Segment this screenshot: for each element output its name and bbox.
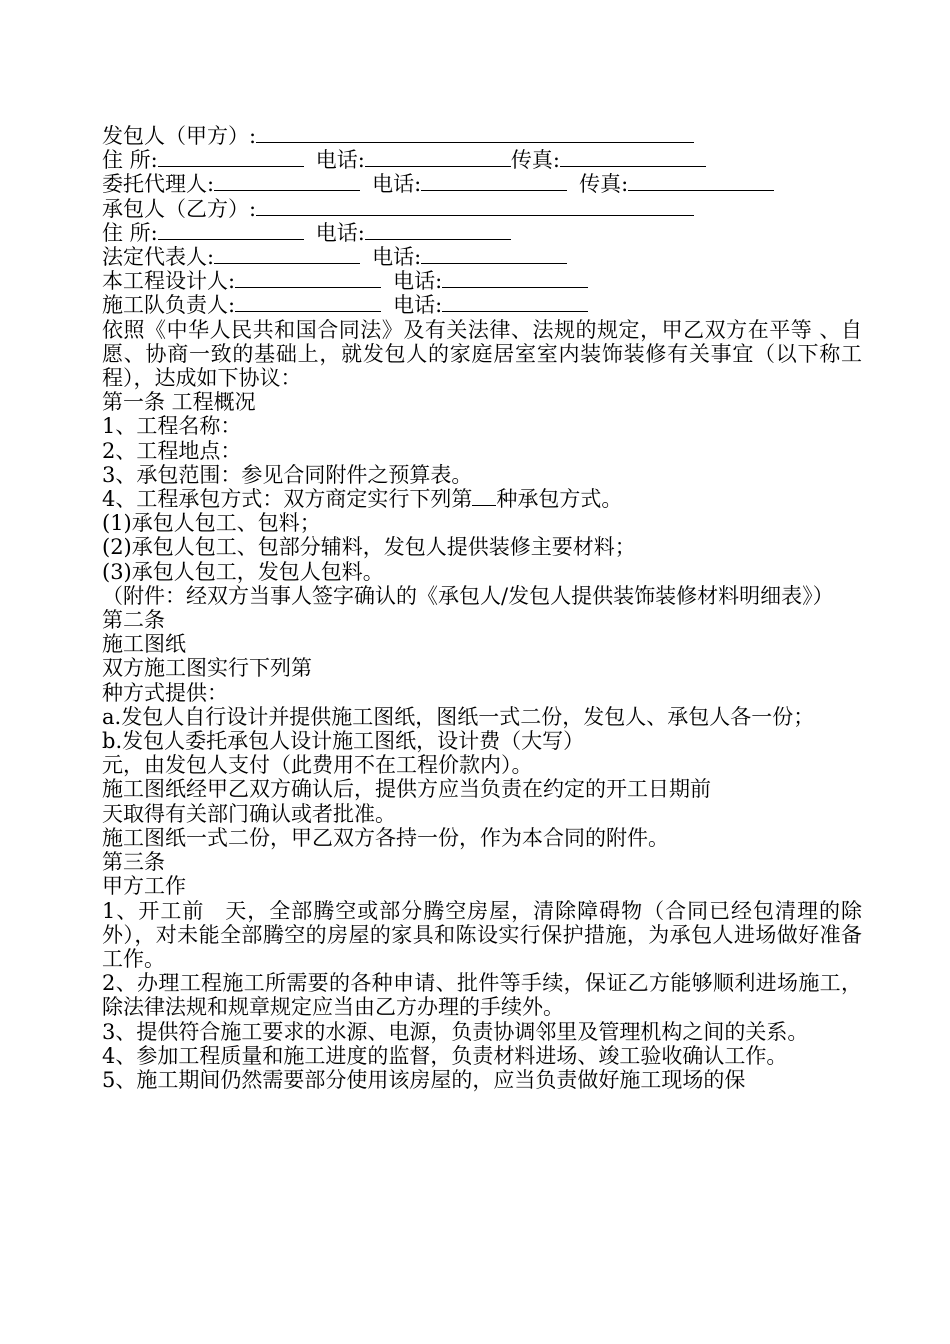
phone-label: 电话: (315, 148, 365, 173)
team-leader-blank[interactable] (235, 294, 381, 312)
phone-blank[interactable] (442, 294, 588, 312)
method-blank[interactable] (472, 488, 496, 506)
agent-label: 委托代理人: (102, 172, 215, 197)
article3-item5: 5、施工期间仍然需要部分使用该房屋的，应当负责做好施工现场的保 (102, 1067, 746, 1092)
article3-item2: 2、办理工程施工所需要的各种申请、批件等手续，保证乙方能够顺利进场施工，除法律法规和规章规定应当由乙方办理的手续外。 (102, 971, 862, 1020)
phone-blank[interactable] (365, 149, 511, 167)
article2-title: 施工图纸 (102, 632, 186, 657)
employer-line (102, 124, 862, 148)
article3-title: 甲方工作 (102, 874, 186, 899)
legal-rep-blank[interactable] (214, 246, 360, 264)
article1-item3: 3、承包范围：参见合同附件之预算表。 (102, 462, 473, 487)
item1-body: 天，全部腾空或部分腾空房屋，清除障碍物（合同已经包清理的除外），对未能全部腾空的房屋的家具和陈设实行保护措施，为承包人进场做好准备工作。 (102, 898, 862, 971)
address-label: 住 所: (102, 220, 158, 245)
article1-item1: 1、工程名称： (102, 414, 242, 439)
article2-line1: 双方施工图实行下列第 (102, 656, 312, 681)
article1-heading: 第一条 工程概况 (102, 390, 256, 415)
preamble: 依照《中华人民共和国合同法》及有关法律、法规的规定，甲乙双方在平等 、自愿、协商一致的基础上，就发包人的家庭居室室内装饰装修有关事宜（以下称工程），达成如下协议： (102, 317, 862, 391)
agent-line (102, 172, 862, 196)
employer-label: 发包人（甲方）: (102, 124, 257, 148)
article3-heading: 第三条 (102, 850, 165, 875)
phone-blank[interactable] (365, 222, 511, 240)
fax-blank[interactable] (560, 149, 706, 167)
phone-label: 电话: (372, 245, 422, 270)
option1: (1)承包人包工、包料； (102, 511, 321, 536)
fax-label: 传真: (579, 172, 629, 197)
phone-label: 电话: (393, 269, 443, 294)
article2-line2: 种方式提供： (102, 680, 228, 705)
designer-label: 本工程设计人: (102, 269, 236, 294)
employer-address-line (102, 148, 862, 172)
article1-note: （附件：经双方当事人签字确认的《承包人/发包人提供装饰装修材料明细表》） (102, 583, 834, 608)
article2-b-cont: 元，由发包人支付（此费用不在工程价款内）。 (102, 753, 533, 778)
legal-rep-line (102, 245, 862, 269)
phone-blank[interactable] (421, 173, 567, 191)
designer-blank[interactable] (235, 270, 381, 288)
team-leader-label: 施工队负责人: (102, 293, 236, 318)
agent-blank[interactable] (214, 173, 360, 191)
article2-heading: 第二条 (102, 608, 165, 633)
item4-prefix: 4、工程承包方式：双方商定实行下列第 (102, 487, 473, 512)
phone-blank[interactable] (442, 270, 588, 288)
phone-label: 电话: (393, 293, 443, 318)
phone-label: 电话: (315, 220, 365, 245)
contract-document (102, 124, 862, 1092)
legal-rep-label: 法定代表人: (102, 245, 215, 270)
fax-label: 传真: (510, 148, 560, 173)
item1-prefix: 1、开工前 (102, 898, 205, 923)
team-leader-line (102, 293, 862, 317)
article2-copies: 施工图纸一式二份，甲乙双方各持一份，作为本合同的附件。 (102, 825, 669, 850)
article2-confirm1: 施工图纸经甲乙双方确认后，提供方应当负责在约定的开工日期前 (102, 777, 711, 802)
article3-item3: 3、提供符合施工要求的水源、电源，负责协调邻里及管理机构之间的关系。 (102, 1019, 809, 1044)
designer-line (102, 269, 862, 293)
address-blank[interactable] (158, 222, 304, 240)
option3: (3)承包人包工，发包人包料。 (102, 559, 384, 584)
article2-a: a.发包人自行设计并提供施工图纸，图纸一式二份，发包人、承包人各一份； (102, 704, 815, 729)
address-blank[interactable] (158, 149, 304, 167)
contractor-line (102, 197, 862, 221)
option2: (2)承包人包工、包部分辅料，发包人提供装修主要材料； (102, 535, 636, 560)
article2-confirm2: 天取得有关部门确认或者批准。 (102, 801, 396, 826)
article2-b: b.发包人委托承包人设计施工图纸，设计费（大写） (102, 729, 585, 754)
item4-suffix: 种承包方式。 (496, 487, 623, 512)
article1-item2: 2、工程地点： (102, 438, 242, 463)
employer-blank[interactable] (256, 125, 694, 143)
phone-blank[interactable] (421, 246, 567, 264)
contractor-label: 承包人（乙方）: (102, 196, 257, 221)
contractor-address-line (102, 221, 862, 245)
article3-item4: 4、参加工程质量和施工进度的监督，负责材料进场、竣工验收确认工作。 (102, 1043, 788, 1068)
article3-item1 (102, 899, 862, 972)
article1-item4 (102, 487, 862, 511)
contractor-blank[interactable] (256, 198, 694, 216)
address-label: 住 所: (102, 148, 158, 173)
phone-label: 电话: (372, 172, 422, 197)
fax-blank[interactable] (628, 173, 774, 191)
